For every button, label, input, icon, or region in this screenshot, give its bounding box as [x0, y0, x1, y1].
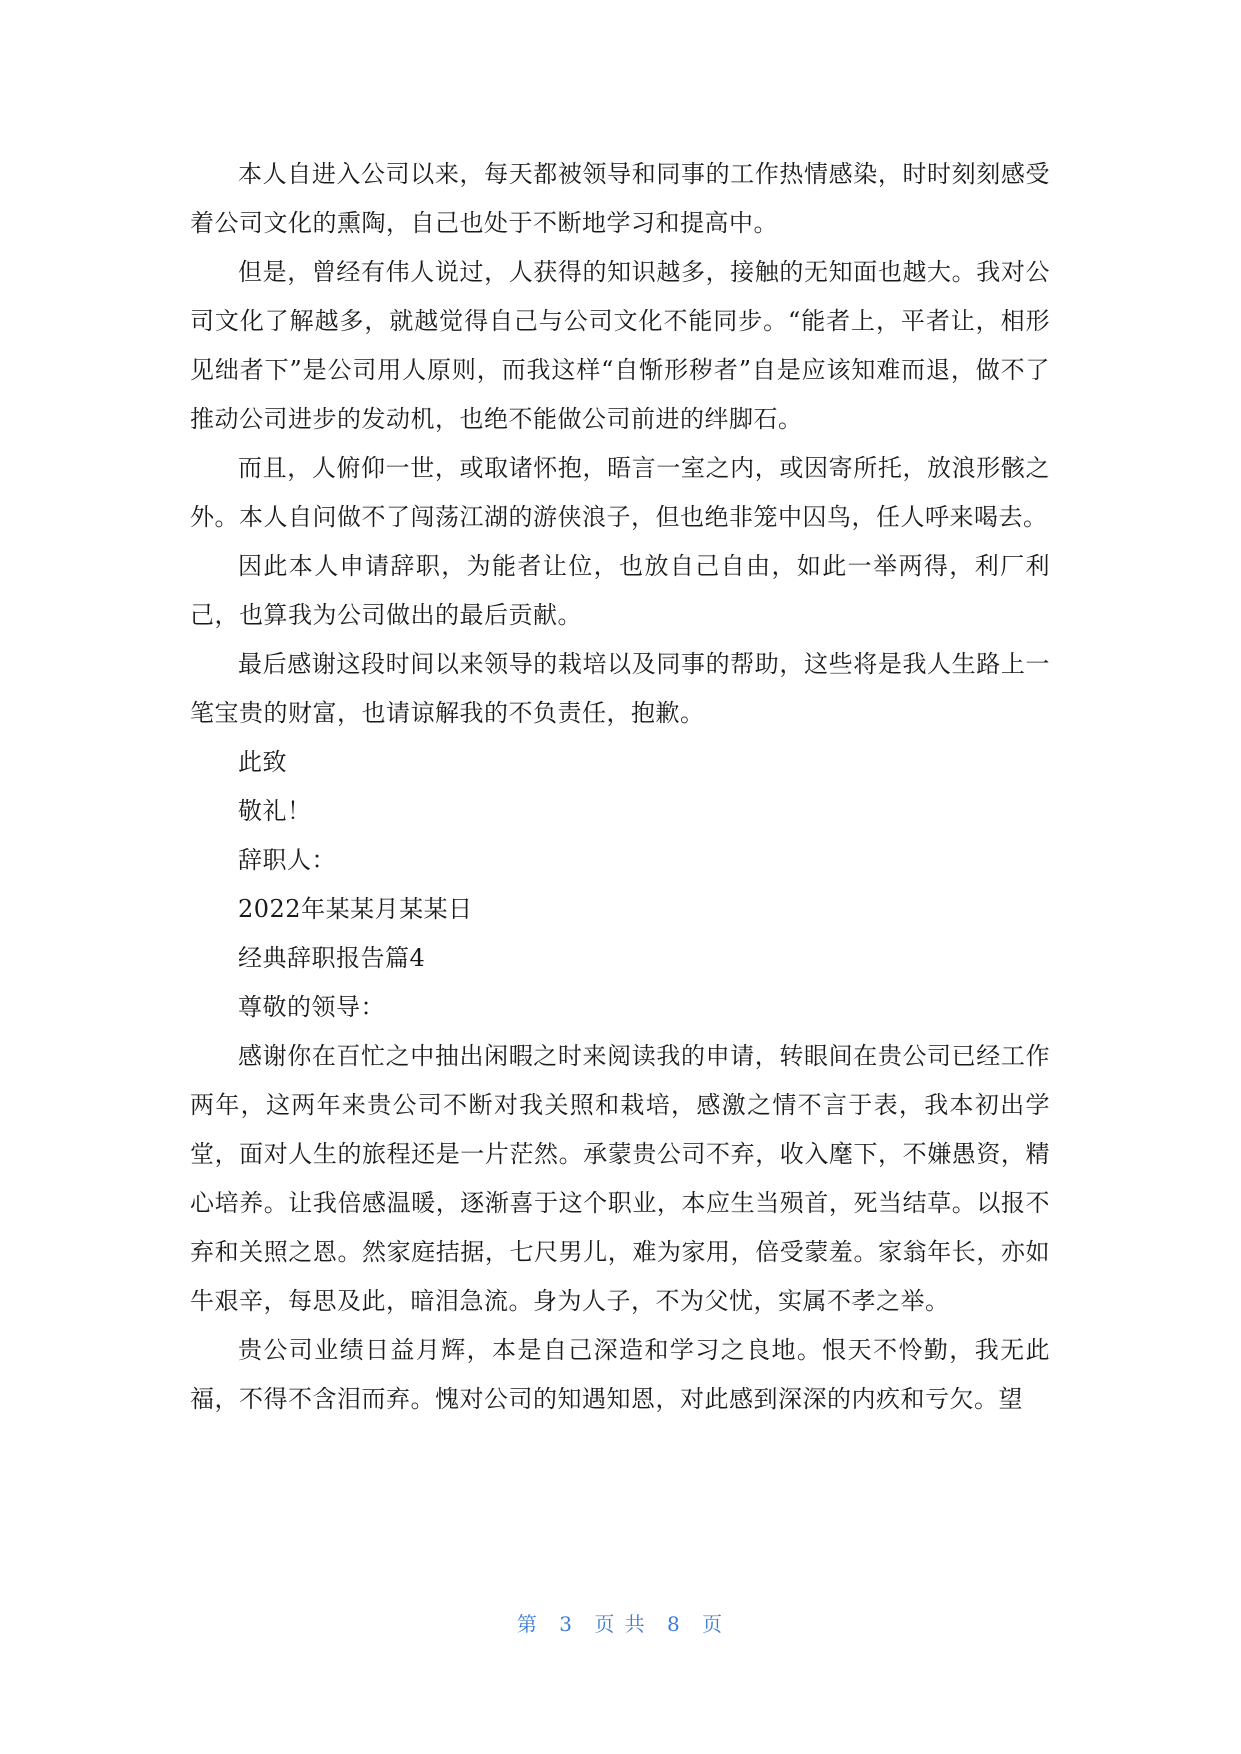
- signature-date: 2022年某某月某某日: [238, 895, 473, 923]
- footer-prefix: 第: [516, 1612, 539, 1636]
- signature-label: 辞职人：: [238, 846, 336, 874]
- closing-regards: 敬礼！: [238, 797, 312, 825]
- paragraph: 最后感谢这段时间以来领导的栽培以及同事的帮助，这些将是我人生路上一笔宝贵的财富，也请谅解我的不负责任，抱歉。: [190, 650, 1050, 727]
- paragraph: 但是，曾经有伟人说过，人获得的知识越多，接触的无知面也越大。我对公司文化了解越多，就越觉得自己与公司文化不能同步。“能者上，平者让，相形见绌者下”是公司用人原则，而我这样“自惭形秽者”自是应该知难而退，做不了推动公司进步的发动机，也绝不能做公司前进的绊脚石。: [190, 258, 1050, 433]
- closing-salutation: 此致: [238, 748, 287, 776]
- footer-total-pages: 8: [667, 1612, 682, 1636]
- page-footer: [0, 1608, 1241, 1637]
- footer-middle: 页 共: [594, 1612, 647, 1636]
- footer-current-page: 3: [559, 1612, 574, 1636]
- paragraph: 贵公司业绩日益月辉，本是自己深造和学习之良地。恨天不怜勤，我无此福，不得不含泪而弃。愧对公司的知遇知恩，对此感到深深的内疚和亏欠。望: [190, 1336, 1050, 1413]
- section-heading: 经典辞职报告篇4: [238, 944, 426, 972]
- paragraph: 而且，人俯仰一世，或取诸怀抱，晤言一室之内，或因寄所托，放浪形骸之外。本人自问做不了闯荡江湖的游侠浪子，但也绝非笼中囚鸟，任人呼来喝去。: [190, 454, 1050, 531]
- greeting: 尊敬的领导：: [238, 993, 385, 1021]
- paragraph: 本人自进入公司以来，每天都被领导和同事的工作热情感染，时时刻刻感受着公司文化的熏陶，自己也处于不断地学习和提高中。: [190, 160, 1050, 237]
- paragraph: 因此本人申请辞职，为能者让位，也放自己自由，如此一举两得，利厂利己，也算我为公司做出的最后贡献。: [190, 552, 1050, 629]
- document-body: [190, 150, 1050, 1424]
- paragraph: 感谢你在百忙之中抽出闲暇之时来阅读我的申请，转眼间在贵公司已经工作两年，这两年来贵公司不断对我关照和栽培，感激之情不言于表，我本初出学堂，面对人生的旅程还是一片茫然。承蒙贵公司不弃，收入麾下，不嫌愚资，精心培养。让我倍感温暖，逐渐喜于这个职业，本应生当殒首，死当结草。以报不弃和关照之恩。然家庭拮据，七尺男儿，难为家用，倍受蒙羞。家翁年长，亦如牛艰辛，每思及此，暗泪急流。身为人子，不为父忧，实属不孝之举。: [190, 1042, 1050, 1315]
- footer-suffix: 页: [702, 1612, 725, 1636]
